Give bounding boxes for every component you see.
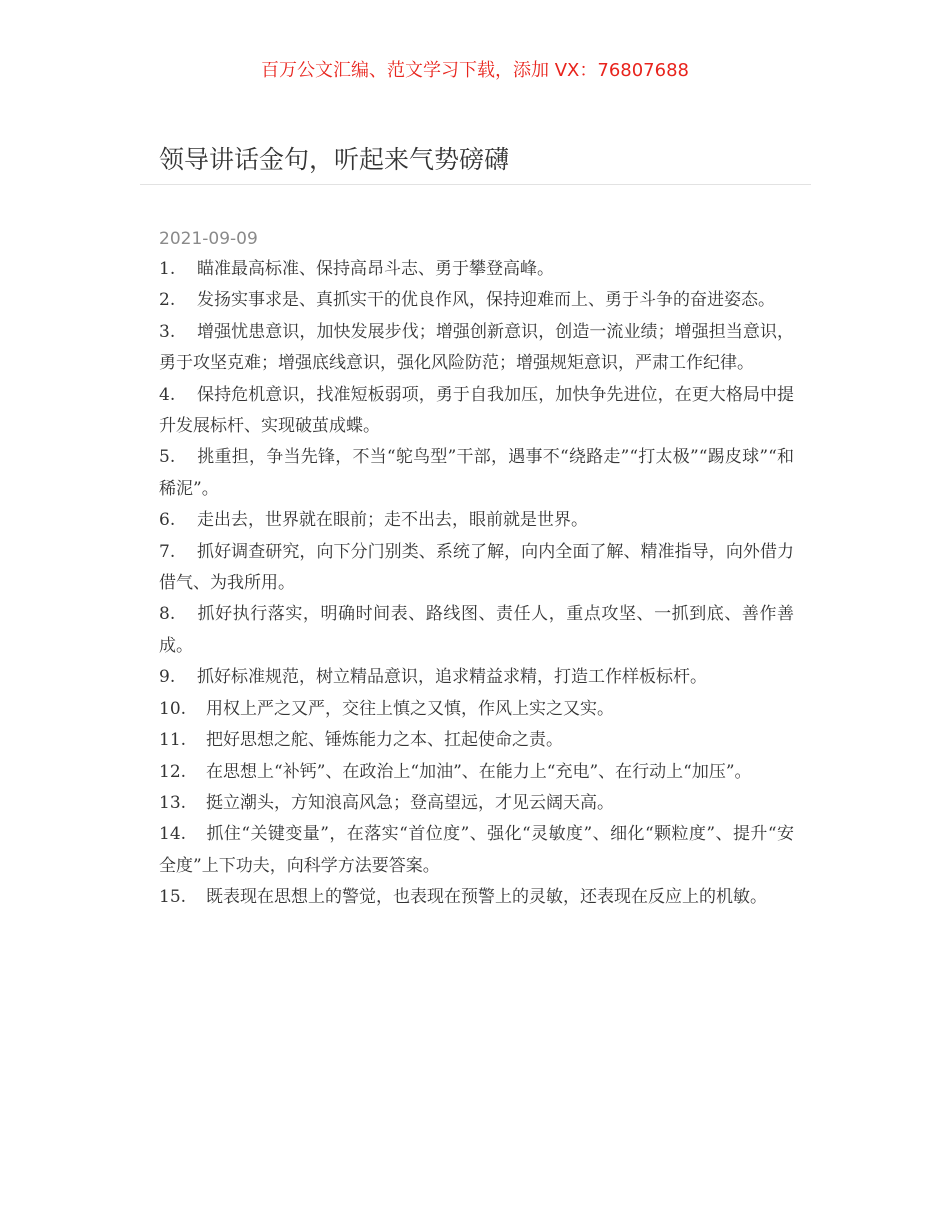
list-item	[159, 317, 794, 380]
item-number: 14.	[159, 824, 187, 845]
item-number: 7.	[159, 541, 176, 562]
item-text: 挺立潮头，方知浪高风急；登高望远，才见云阔天高。	[206, 792, 614, 813]
publish-date: 2021-09-09	[159, 229, 258, 249]
item-text: 发扬实事求是、真抓实干的优良作风，保持迎难而上、勇于斗争的奋进姿态。	[197, 290, 775, 311]
list-item	[159, 380, 794, 443]
item-number: 3.	[159, 321, 176, 342]
list-item	[159, 694, 794, 725]
list-item	[159, 662, 794, 693]
item-number: 2.	[159, 290, 176, 311]
item-text: 走出去，世界就在眼前；走不出去，眼前就是世界。	[197, 510, 588, 531]
item-text: 抓住“关键变量”，在落实“首位度”、强化“灵敏度”、细化“颗粒度”、提升“安全度”上下功夫，向科学方法要答案。	[159, 824, 794, 876]
item-number: 4.	[159, 384, 176, 405]
list-item	[159, 757, 794, 788]
list-item	[159, 254, 794, 285]
list-item	[159, 505, 794, 536]
item-number: 5.	[159, 447, 176, 468]
item-number: 9.	[159, 667, 176, 688]
item-text: 抓好调查研究，向下分门别类、系统了解，向内全面了解、精准指导，向外借力借气、为我所用。	[159, 541, 794, 594]
page-title: 领导讲话金句，听起来气势磅礴	[159, 145, 510, 174]
item-number: 1.	[159, 259, 176, 279]
item-text: 保持危机意识，找准短板弱项，勇于自我加压，加快争先进位，在更大格局中提升发展标杆、实现破茧成蝶。	[159, 384, 794, 437]
item-number: 11.	[159, 730, 187, 751]
promo-banner: 百万公文汇编、范文学习下载，添加 VX：76807688	[261, 60, 689, 81]
item-number: 6.	[159, 510, 176, 531]
item-text: 瞄准最高标准、保持高昂斗志、勇于攀登高峰。	[197, 259, 554, 279]
title-divider	[140, 184, 811, 185]
list-item	[159, 788, 794, 819]
item-text: 抓好执行落实，明确时间表、路线图、责任人，重点攻坚、一抓到底、善作善成。	[159, 604, 794, 656]
list-item	[159, 725, 794, 756]
item-number: 8.	[159, 604, 176, 625]
item-number: 13.	[159, 792, 187, 813]
item-number: 15.	[159, 887, 187, 908]
list-item	[159, 819, 794, 882]
item-text: 既表现在思想上的警觉，也表现在预警上的灵敏，还表现在反应上的机敏。	[206, 887, 767, 908]
item-text: 挑重担，争当先锋，不当“鸵鸟型”干部，遇事不“绕路走”“打太极”“踢皮球”“和稀泥”。	[159, 447, 794, 499]
item-text: 在思想上“补钙”、在政治上“加油”、在能力上“充电”、在行动上“加压”。	[206, 761, 752, 782]
list-item	[159, 599, 794, 662]
item-text: 增强忧患意识，加快发展步伐；增强创新意识，创造一流业绩；增强担当意识，勇于攻坚克难；增强底线意识，强化风险防范；增强规矩意识，严肃工作纪律。	[159, 321, 794, 374]
list-item	[159, 882, 794, 913]
item-text: 把好思想之舵、锤炼能力之本、扛起使命之责。	[206, 730, 563, 751]
list-item	[159, 285, 794, 316]
list-item	[159, 442, 794, 505]
list-item	[159, 537, 794, 600]
item-text: 用权上严之又严，交往上慎之又慎，作风上实之又实。	[206, 698, 614, 719]
item-number: 12.	[159, 761, 187, 782]
article-body	[159, 254, 794, 914]
item-text: 抓好标准规范，树立精品意识，追求精益求精，打造工作样板标杆。	[197, 667, 707, 688]
item-number: 10.	[159, 698, 187, 719]
